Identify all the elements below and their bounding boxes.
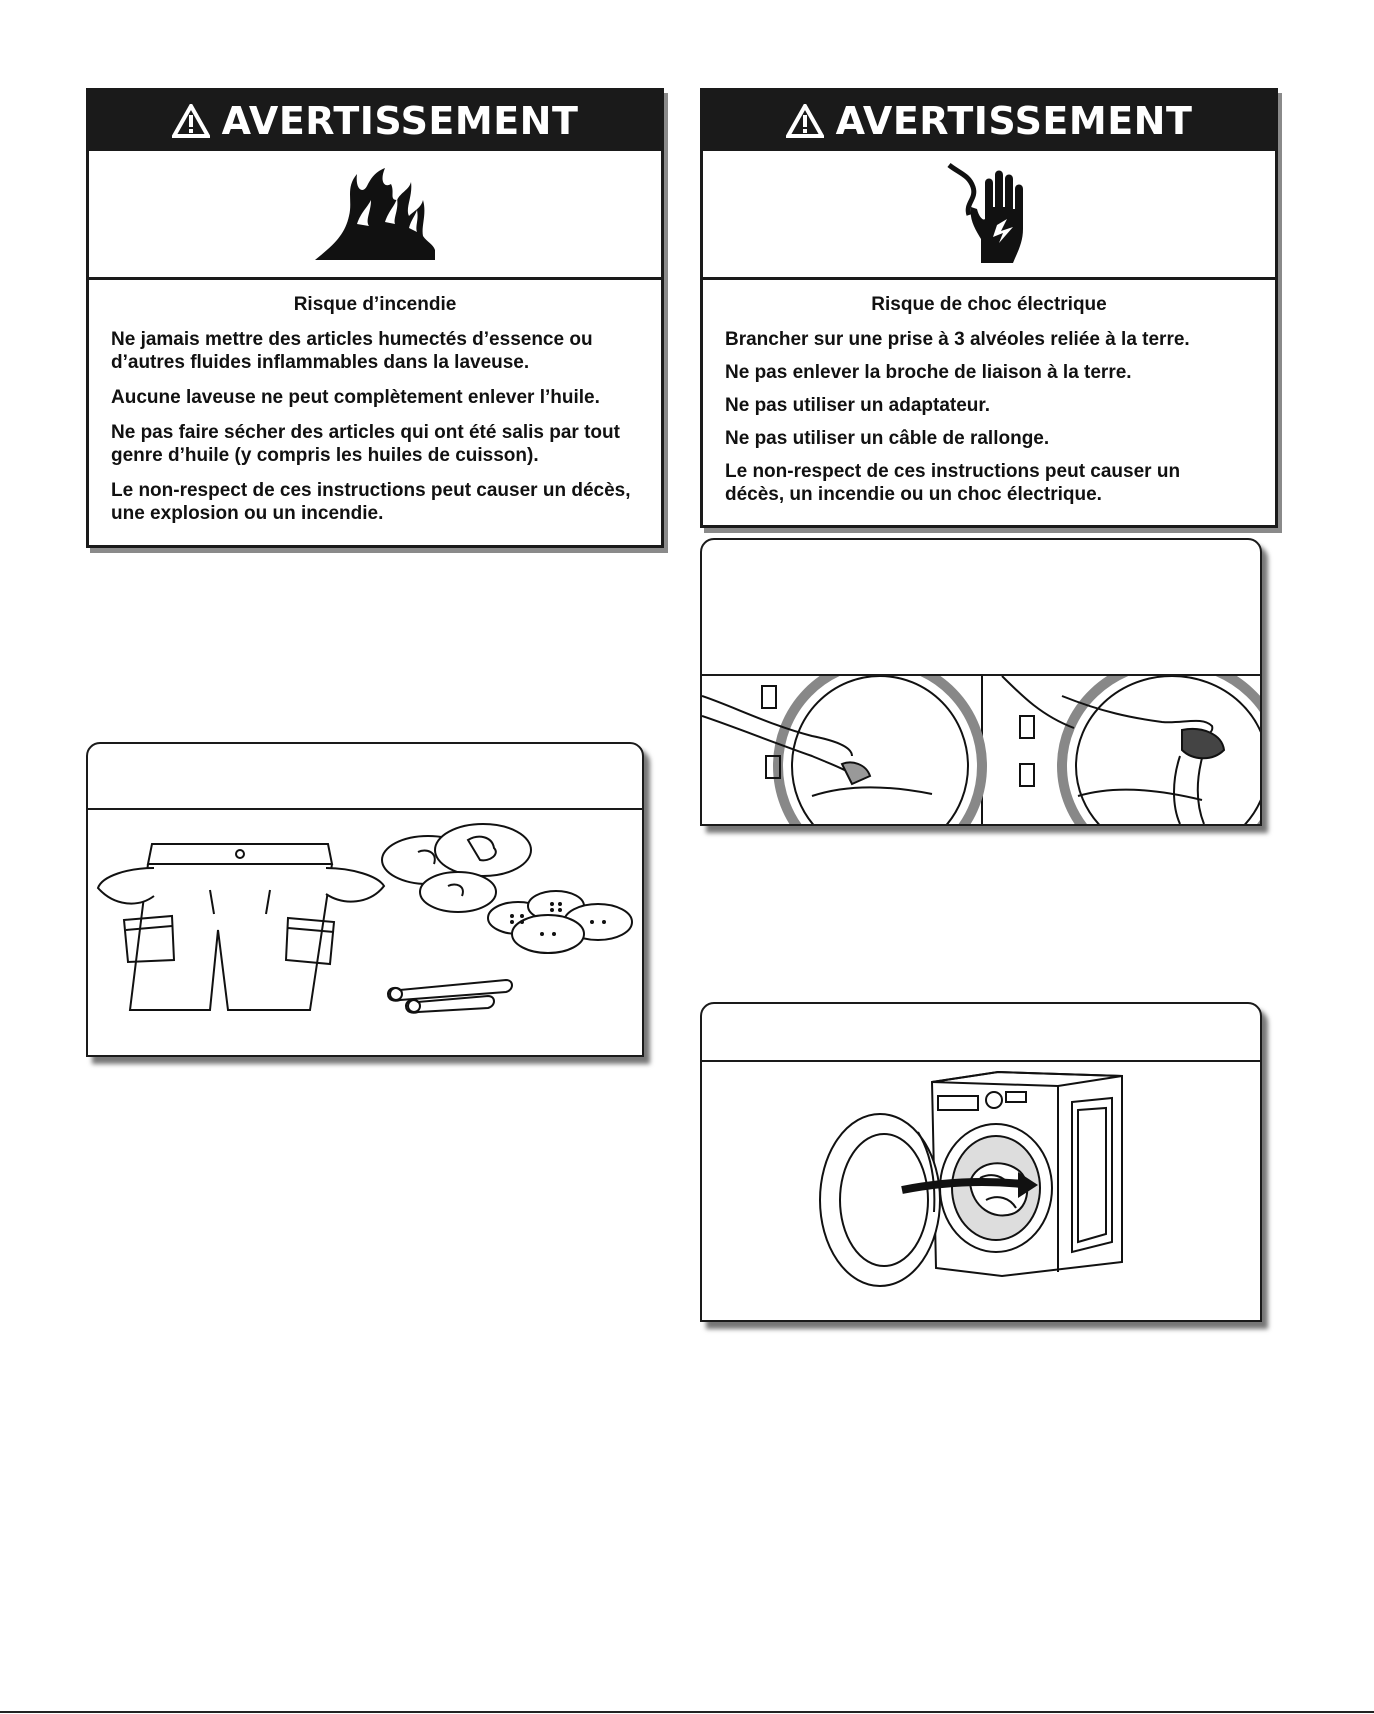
empty-pockets-illustration [88, 810, 642, 1055]
electric-shock-hand-icon [703, 151, 1275, 280]
panel-title-bar [88, 744, 642, 810]
fire-warning-header [89, 91, 661, 151]
door-seal-panel [700, 538, 1262, 826]
fire-warning-line: Aucune laveuse ne peut complètement enlever l’huile. [111, 387, 600, 408]
loading-washer-illustration [702, 1062, 1260, 1320]
fire-warning-line: Le non-respect de ces instructions peut causer un décès, une explosion ou un incendie. [111, 480, 631, 524]
fire-warning-title: AVERTISSEMENT [221, 99, 579, 143]
shock-warning-line: Brancher sur une prise à 3 alvéoles reliée à la terre. [725, 329, 1190, 350]
shock-warning-box [700, 88, 1278, 528]
warning-triangle-icon [172, 104, 210, 138]
fire-warning-line: Ne pas faire sécher des articles qui ont été salis par tout genre d’huile (y compris les huiles de cuisson). [111, 422, 620, 466]
shock-warning-header [703, 91, 1275, 151]
shock-warning-line: Ne pas enlever la broche de liaison à la terre. [725, 362, 1132, 383]
cleaning-door-seal-illustration [702, 676, 1260, 824]
fire-warning-box [86, 88, 664, 548]
shock-warning-line: Ne pas utiliser un adaptateur. [725, 395, 991, 416]
shock-warning-title: AVERTISSEMENT [835, 99, 1193, 143]
loading-panel [700, 1002, 1262, 1322]
panel-title-bar [702, 1004, 1260, 1062]
pockets-panel [86, 742, 644, 1057]
shock-warning-body [703, 280, 1275, 528]
fire-warning-body [89, 280, 661, 547]
shock-warning-line: Le non-respect de ces instructions peut causer un décès, un incendie ou un choc électrique. [725, 461, 1181, 505]
fire-warning-subtitle: Risque d’incendie [293, 294, 457, 315]
warning-triangle-icon [786, 104, 824, 138]
fire-warning-line: Ne jamais mettre des articles humectés d’essence ou d’autres fluides inflammables dans la laveuse. [111, 329, 593, 373]
fire-icon [89, 151, 661, 280]
shock-warning-line: Ne pas utiliser un câble de rallonge. [725, 428, 1050, 449]
page-bottom-rule [0, 1711, 1374, 1713]
shock-warning-subtitle: Risque de choc électrique [871, 294, 1107, 315]
panel-title-bar [702, 540, 1260, 676]
